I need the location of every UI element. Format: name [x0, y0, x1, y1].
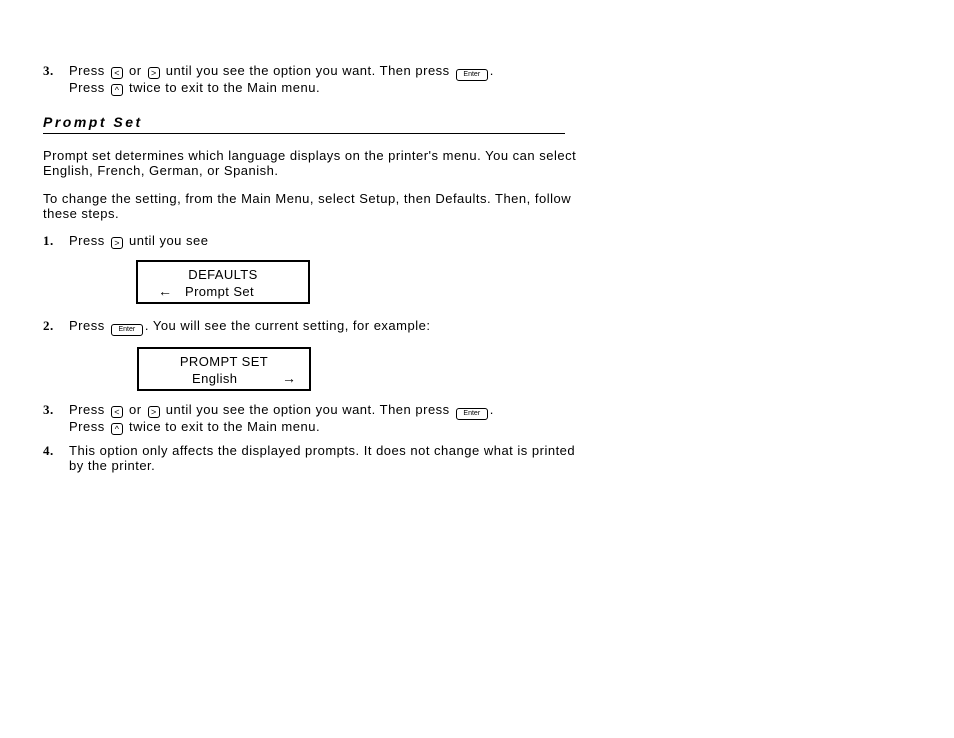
intro-paragraph: Prompt set determines which language displays on the printer's menu. You can select English, French, German, or Spanish.	[43, 148, 577, 178]
step-text: Press < or > until you see the option you want. Then press Enter . Press ^ twice to exit to the Main menu.	[69, 402, 494, 434]
step-text: Press Enter . You will see the current setting, for example:	[69, 319, 583, 336]
up-key-icon: ^	[111, 423, 123, 435]
section-heading: Prompt Set	[43, 114, 565, 134]
right-key-icon: >	[148, 406, 160, 418]
lcd-line-1: DEFAULTS	[188, 267, 258, 282]
right-key-icon: >	[111, 237, 123, 249]
left-key-icon: <	[111, 67, 123, 79]
left-key-icon: <	[111, 406, 123, 418]
lcd-display-defaults	[136, 260, 310, 304]
up-key-icon: ^	[111, 84, 123, 96]
step-4	[43, 444, 583, 473]
step-3-top	[43, 64, 583, 96]
right-key-icon: >	[148, 67, 160, 79]
lcd-line-2: English	[192, 371, 238, 386]
instructions-paragraph: To change the setting, from the Main Menu, select Setup, then Defaults. Then, follow these steps.	[43, 191, 572, 221]
step-text: Press > until you see	[69, 233, 209, 248]
lcd-line-1: PROMPT SET	[179, 354, 269, 369]
step-number: 2.	[43, 318, 54, 333]
step-number: 3.	[43, 63, 54, 78]
step-number: 3.	[43, 402, 54, 417]
step-2	[43, 319, 583, 336]
left-arrow-icon: ←	[158, 283, 172, 299]
step-text: Press < or > until you see the option you want. Then press Enter . Press ^ twice to exit to the Main menu.	[69, 63, 494, 95]
enter-key-icon: Enter	[456, 69, 488, 81]
step-1	[43, 234, 583, 249]
right-arrow-icon: →	[282, 370, 296, 386]
lcd-line-2: Prompt Set	[185, 284, 255, 299]
step-number: 1.	[43, 233, 54, 248]
lcd-display-prompt-set	[137, 347, 311, 391]
step-number: 4.	[43, 443, 54, 458]
step-3-bottom	[43, 403, 583, 435]
step-text: This option only affects the displayed prompts. It does not change what is printed by the printer.	[69, 443, 576, 473]
enter-key-icon: Enter	[456, 408, 488, 420]
enter-key-icon: Enter	[111, 324, 143, 336]
